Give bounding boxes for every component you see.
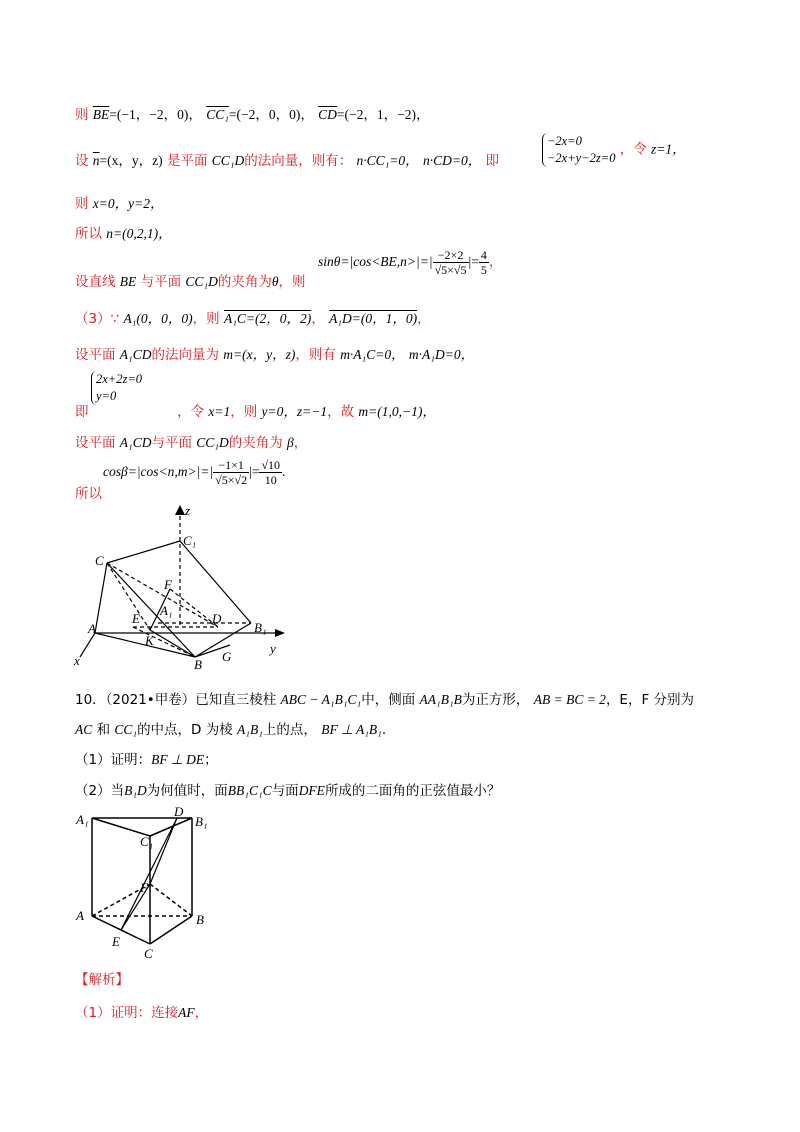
equation: −2x=0	[547, 134, 582, 148]
text: 的夹角为	[228, 435, 283, 451]
denominator: 5	[480, 263, 487, 277]
text: （2）当	[75, 783, 125, 799]
problem-number: 10．（2021•甲卷）已知直三棱柱	[75, 692, 277, 708]
problem10-question1	[75, 748, 218, 768]
equation-system-1	[542, 133, 686, 167]
text: 的法向量为	[151, 347, 219, 363]
text: 与平面	[140, 274, 182, 290]
angle: θ	[271, 274, 279, 289]
equation: m·A₁C=0，	[340, 347, 405, 362]
normal-vector: m=(x，y，z)	[223, 347, 296, 362]
vector-value: =(−1，−2，0)，	[109, 107, 202, 122]
text: ，令	[619, 141, 647, 158]
text: 即	[485, 153, 500, 169]
equation: x=1	[208, 404, 231, 419]
text: 设直线	[75, 274, 116, 290]
text: 上的点，	[262, 722, 317, 738]
equation: BF ⊥ A₁B₁	[321, 722, 382, 737]
point-label-c: C	[95, 553, 104, 568]
axis-label-z: z	[185, 505, 191, 518]
solution-line-normal	[75, 149, 499, 169]
text: .	[381, 722, 387, 738]
point-label-e: E	[132, 611, 140, 626]
text: ，则有	[295, 347, 336, 363]
text: 与面	[271, 783, 299, 799]
equation: y=0	[96, 389, 117, 403]
text: .	[282, 464, 286, 479]
point-label-g: G	[222, 649, 232, 664]
text: 的法向量，则有：	[244, 153, 353, 169]
angle: β	[287, 435, 294, 450]
vector-value: =(−2，1，−2)，	[336, 107, 430, 122]
text: 是平面	[166, 153, 208, 169]
formula: cosβ=|cos<n,m>|=|	[103, 464, 214, 479]
point-label-a1: A₁	[76, 812, 89, 827]
segment: AC	[75, 722, 93, 737]
text: 为何值时，面	[146, 783, 228, 799]
text: （3）∵	[75, 311, 120, 327]
formula: sinθ=|cos<BE,n>|=|	[318, 254, 433, 269]
problem10-line2	[75, 718, 386, 738]
equation: m·A₁D=0，	[408, 347, 475, 362]
solution-line-vectors	[75, 103, 430, 123]
denominator: 10	[264, 473, 277, 487]
solution-line-sin	[75, 270, 305, 290]
segment: CC₁	[114, 722, 138, 737]
denominator: √5×√5	[434, 263, 467, 277]
point-label-a1: A₁	[160, 603, 173, 618]
part3-line-a1	[75, 307, 431, 327]
segment: AF	[178, 1005, 195, 1020]
text: 为正方形，	[461, 692, 530, 708]
point-label-f: F	[164, 577, 172, 592]
equation: y=0，z=−1	[261, 404, 328, 419]
vector-value: =(−2，0，0)，	[228, 107, 314, 122]
text: ，则	[230, 404, 258, 420]
point-label-a: A	[88, 621, 96, 636]
text: ，	[488, 254, 503, 270]
point-label-b1: B₁	[195, 814, 208, 829]
text: 所以	[75, 226, 102, 242]
text: ，E，F 分别为	[605, 692, 695, 708]
text: ，令	[177, 404, 205, 420]
axis-label-y: y	[270, 641, 276, 656]
point-label-b1: B₁	[254, 620, 267, 635]
formula: |=	[249, 464, 260, 479]
face-name: BB₁C₁C	[227, 783, 272, 798]
formula-cos	[103, 458, 285, 487]
numerator: −1×1	[213, 458, 249, 473]
point-label-e: E	[112, 934, 120, 949]
formula: |=	[468, 254, 479, 269]
equation: n=(0,2,1)，	[106, 226, 172, 241]
numerator: 4	[480, 248, 487, 262]
fraction	[213, 458, 249, 487]
axis-label-x: x	[74, 653, 80, 668]
text: ，	[311, 311, 325, 327]
equation: AB = BC = 2	[533, 692, 606, 707]
part3-line-solve	[75, 400, 436, 420]
part3-line-angle	[75, 431, 307, 451]
point-label-c: C	[144, 946, 153, 961]
plane-name: A₁CD	[119, 435, 152, 450]
vector: A₁C=(2，0，2)	[223, 311, 312, 326]
equation: z=1，	[651, 141, 686, 157]
face-name: AA₁B₁B	[419, 692, 462, 707]
text: 即	[75, 404, 89, 420]
text: 的夹角为	[217, 274, 272, 290]
problem10-line1	[75, 688, 694, 708]
equation: m=(1,0,−1)，	[358, 404, 436, 419]
vector: A₁D=(0，1，0)	[329, 311, 418, 326]
text: 的中点，D 为棱	[137, 722, 233, 738]
fraction	[433, 248, 469, 277]
equation: −2x+y−2z=0	[547, 151, 616, 165]
text: 所以	[75, 486, 102, 502]
plane-name: A₁CD	[119, 347, 152, 362]
vector-be: $\overline{BE}$	[92, 107, 110, 122]
fraction	[259, 458, 282, 487]
equation: 2x+2z=0	[96, 372, 143, 386]
solution-line-n-result	[75, 222, 172, 242]
vector-cc1: CC₁	[206, 107, 229, 122]
normal-vector: $\overline{n}$	[92, 153, 100, 168]
coords: =(x，y，z)	[99, 153, 163, 168]
analysis-line1	[75, 1001, 208, 1021]
face-name: DFE	[298, 783, 325, 798]
point-label-d: D	[212, 611, 222, 626]
text: ，则	[192, 311, 220, 327]
text: ，则	[278, 274, 306, 290]
text: ；	[204, 752, 218, 768]
text: 则	[75, 196, 89, 212]
figure-coordinate-prism	[70, 505, 290, 670]
equation: n·CD=0，	[422, 153, 482, 168]
text: 设平面	[75, 347, 116, 363]
text: ，	[417, 311, 431, 327]
formula-sin	[318, 248, 502, 277]
text: （1）证明：	[75, 752, 152, 768]
numerator: −2×2	[433, 248, 469, 263]
point-label-b: B	[194, 657, 202, 670]
equation: BF ⊥ DE	[151, 752, 205, 767]
point-label-d: D	[174, 806, 184, 819]
point-label-a: A	[76, 908, 84, 923]
point-label-f: F	[140, 880, 148, 895]
line-name: BE	[119, 274, 137, 289]
point-label-c1: C₁	[140, 834, 154, 849]
vector-cd: $\overline{CD}$	[318, 107, 337, 122]
prism-name: ABC − A₁B₁C₁	[280, 692, 362, 707]
text: 设	[75, 153, 89, 169]
text: 所成的二面角的正弦值最小？	[324, 783, 501, 799]
part3-line-so	[75, 482, 102, 502]
brace	[542, 133, 615, 167]
part3-line-normal	[75, 343, 474, 363]
text: ，	[194, 1005, 209, 1021]
point-label-k: K	[145, 633, 154, 648]
text: （1）证明：连接	[75, 1005, 179, 1021]
segment: A₁B₁	[237, 722, 263, 737]
text: 与平面	[151, 435, 192, 451]
point-label-c1: C₁	[183, 533, 197, 548]
text: ，	[293, 435, 308, 451]
denominator: √5×√2	[215, 473, 248, 487]
text: 中，侧面	[361, 692, 416, 708]
equation: x=0，y=2，	[92, 196, 164, 211]
text: 和	[96, 722, 111, 738]
analysis-heading: 【解析】	[75, 972, 129, 988]
text: 设平面	[75, 435, 116, 451]
text: 则	[75, 107, 89, 123]
point: A₁(0，0，0)	[123, 311, 193, 326]
text: ，故	[327, 404, 355, 420]
point-label-b: B	[196, 912, 204, 927]
problem10-question2	[75, 779, 500, 799]
numerator: √10	[261, 458, 281, 472]
plane-name: CC₁D	[196, 435, 229, 450]
plane-name: CC₁D	[185, 274, 218, 289]
plane-name: CC₁D	[211, 153, 245, 168]
segment: B₁D	[124, 783, 147, 798]
equation: n·CC₁=0，	[356, 153, 419, 168]
figure-prism	[72, 806, 222, 964]
solution-line-xy	[75, 192, 164, 212]
fraction	[479, 248, 489, 277]
